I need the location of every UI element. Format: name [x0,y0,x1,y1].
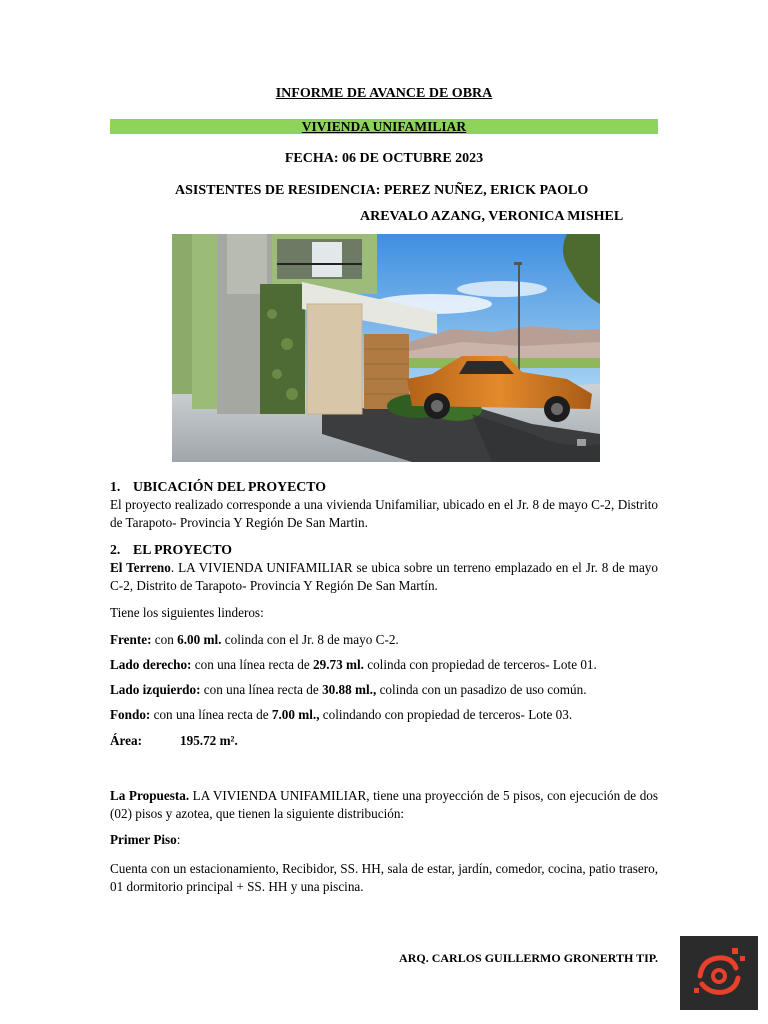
frente-value: 6.00 ml. [177,632,222,647]
section-2-heading [110,541,658,559]
area-line [110,733,238,749]
architect-signature: ARQ. CARLOS GUILLERMO GRONERTH TIP. [399,951,658,965]
lado-derecho-post: colinda con propiedad de terceros- Lote 01. [363,657,597,672]
fondo-pre: con una línea recta de [150,707,272,722]
frente-label: Frente: [110,632,152,647]
section-1-heading [110,478,658,496]
subtitle-banner [110,119,658,134]
frente-post: colinda con el Jr. 8 de mayo C-2. [221,632,399,647]
lindero-lado-izquierdo [110,682,587,698]
lado-derecho-pre: con una línea recta de [191,657,314,672]
lindero-fondo [110,707,572,723]
linderos-intro: Tiene los siguientes linderos: [110,605,264,620]
assistants-line-1: ASISTENTES DE RESIDENCIA: PEREZ NUÑEZ, ERICK PAOLO [175,183,589,198]
fondo-value: 7.00 ml., [271,707,320,722]
document-title: INFORME DE AVANCE DE OBRA [275,86,493,101]
terreno-paragraph [110,559,658,594]
primer-piso-heading [110,832,180,848]
lado-izquierdo-pre: con una línea recta de [200,682,323,697]
section-1-body: El proyecto realizado corresponde a una vivienda Unifamiliar, ubicado en el Jr. 8 de mayo C-2, Distrito de Tarapoto- Provincia Y Región De San Martin. [110,497,658,530]
area-value: 195.72 m². [180,733,238,748]
section-2-number: 2. [110,542,121,557]
company-logo-icon [680,936,758,1010]
fondo-label: Fondo: [110,707,151,722]
lado-derecho-label: Lado derecho: [110,657,192,672]
section-2-title: EL PROYECTO [133,542,233,557]
lado-izquierdo-post: colinda con un pasadizo de uso común. [376,682,587,697]
section-1-title: UBICACIÓN DEL PROYECTO [133,479,326,494]
terreno-label: El Terreno [110,560,171,575]
primer-piso-body: Cuenta con un estacionamiento, Recibidor, SS. HH, sala de estar, jardín, comedor, cocina, patio trasero, 01 dormitorio principal + SS. HH y una piscina. [110,861,658,894]
fondo-post: colindando con propiedad de terceros- Lote 03. [319,707,573,722]
subtitle-text: VIVIENDA UNIFAMILIAR [301,119,467,134]
lado-izquierdo-value: 30.88 ml., [322,682,377,697]
propuesta-body: LA VIVIENDA UNIFAMILIAR, tiene una proyección de 5 pisos, con ejecución de dos (02) pisos y azotea, que tienen la siguiente distribución: [110,788,659,821]
lindero-frente [110,632,399,648]
primer-piso-label: Primer Piso [110,832,177,847]
section-1-number: 1. [110,479,121,494]
assistants-line-2: AREVALO AZANG, VERONICA MISHEL [360,209,624,224]
area-label: Área: [110,733,142,748]
house-rendering-image [172,234,600,462]
lindero-lado-derecho [110,657,597,673]
primer-piso-colon: : [176,832,181,847]
terreno-body: . LA VIVIENDA UNIFAMILIAR se ubica sobre un terreno emplazado en el Jr. 8 de mayo C-2, Distrito de Tarapoto- Provincia Y Región De San Martín. [110,560,658,593]
lado-derecho-value: 29.73 ml. [313,657,364,672]
propuesta-label: La Propuesta. [110,788,190,803]
lado-izquierdo-label: Lado izquierdo: [110,682,201,697]
frente-pre: con [151,632,178,647]
report-date: FECHA: 06 DE OCTUBRE 2023 [284,151,484,166]
propuesta-paragraph [110,787,658,822]
